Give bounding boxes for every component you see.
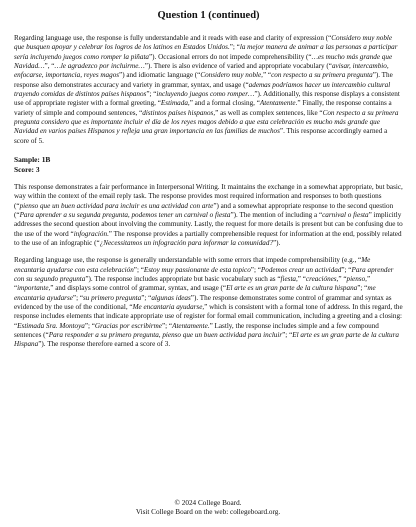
commentary-text: Regarding language use, the response is fully understandable and it reads with ease and clarity of expression (“ xyxy=(14,34,332,42)
sample-label: Sample: 1B xyxy=(14,155,51,165)
commentary-text: ”). xyxy=(273,239,281,247)
commentary-text: .” The response provides a partially comprehensible request for information at the end, possibly related to the use of an infographic (“ xyxy=(14,229,402,247)
commentary-text: .” Finally, the response contains a variety of simple and compound sentences, “ xyxy=(14,99,392,117)
quoted-spanish-text: importante, xyxy=(17,284,51,293)
footer-copyright: © 2024 College Board. xyxy=(174,499,242,507)
quoted-spanish-text: algunas ideas xyxy=(151,293,191,302)
sample-1b-task-paragraph xyxy=(14,183,403,248)
commentary-text: ”; “ xyxy=(282,331,293,340)
commentary-text: ”). There is also evidence of varied and appropriate vocabulary (“ xyxy=(144,62,332,71)
commentary-text: ”). The response also demonstrates accuracy and variety in grammar, syntax, and usage (“ xyxy=(14,71,393,89)
quoted-spanish-text: avisar, intercambio, enfocarse, importancia, reyes magos xyxy=(14,62,389,80)
quoted-spanish-text: Gracias por escribirme xyxy=(94,321,162,330)
quoted-spanish-text: Estimada xyxy=(160,99,188,108)
commentary-text: ” “ xyxy=(262,71,272,80)
commentary-text: ” which is consistent with a formal tone of address. In this regard, the response includes elements that indicate appropriate use of register for formal email communication, including a greeting and a closing: “ xyxy=(14,303,403,330)
commentary-text: ” implicitly addresses the second question about involving the community. Lastly, the request for more details is present but can be confusing due to the use of the word “ xyxy=(14,210,403,238)
footer-website: Visit College Board on the web: collegeboard.org. xyxy=(135,508,281,517)
sample-1a-language-paragraph xyxy=(14,34,403,146)
quoted-spanish-text: Para responder a su primero pregunta, pienso que un buen actividad para incluir xyxy=(48,331,283,340)
commentary-text: ”; “ xyxy=(72,293,84,302)
commentary-text: ”. This response accordingly earned a score of 5. xyxy=(14,127,388,145)
quoted-spanish-text: ¿Necessitamos un infogración para informar la comunidad? xyxy=(99,239,274,247)
quoted-spanish-text: ademas podríamos hacer un intercambio cultural trayendo comidas de distintos países hispanos xyxy=(14,80,391,99)
commentary-text: ”) and idiomatic language (“ xyxy=(119,71,201,80)
quoted-spanish-text: …es mucho más grande que Navidad… xyxy=(14,52,393,71)
quoted-spanish-text: Estoy muy passionante de esta topico xyxy=(143,265,251,274)
quoted-spanish-text: su primero pregunta xyxy=(83,293,142,302)
quoted-spanish-text: fiesta, xyxy=(280,275,298,284)
sample-score: Score: 3 xyxy=(14,164,40,174)
quoted-spanish-text: Considero muy noble que busquen apoyar y celebrar los logros de los latinos en Estados Unidos. xyxy=(14,34,393,52)
quoted-spanish-text: carnival o fiesta xyxy=(322,210,369,219)
quoted-spanish-text: Atentamente xyxy=(259,99,296,108)
commentary-text: This response demonstrates a fair performance in Interpersonal Writing. It maintains the exchange in a somewhat appropriate, but basic, way within the context of the email reply task. The response provides most required information and responses to both questions (“ xyxy=(14,182,403,210)
quoted-spanish-text: Para aprender a su segunda pregunta, podemos tener un carnival o fiesta xyxy=(19,210,231,219)
commentary-text: ” and displays some control of grammar, syntax, and usage (“ xyxy=(50,284,227,293)
sample-1b-language-paragraph xyxy=(14,256,403,349)
commentary-text: ”). Additionally, this response displays a consistent use of appropriate register with a formal greeting, “ xyxy=(14,90,400,108)
commentary-text: ” “ xyxy=(14,275,371,293)
quoted-spanish-text: Podemos crear un actividad xyxy=(260,265,342,274)
quoted-spanish-text: El arte es un gran parte de la cultura Hispana xyxy=(14,331,399,349)
commentary-text: ”; “ xyxy=(229,43,240,52)
commentary-text: ” “ xyxy=(297,275,306,284)
quoted-spanish-text: con respecto a su primera pregunta xyxy=(271,71,373,80)
quoted-spanish-text: Me encantaria ayudarse, xyxy=(132,303,205,312)
commentary-text: ”). The response demonstrates some control of grammar and syntax as evidenced by the use of the conditional, “ xyxy=(14,293,392,312)
quoted-spanish-text: Estimada Sra. Montoya xyxy=(17,321,85,330)
commentary-text: ” as well as complex sentences, like “ xyxy=(215,108,323,117)
footer xyxy=(0,499,416,518)
commentary-text: ”; “ xyxy=(357,284,368,293)
quoted-spanish-text: pienso que un buen actividad para incluir es una actividad con arte xyxy=(19,201,214,210)
commentary-text: Regarding language use, the response is generally understandable with some errors that impede comprehensibility (e.g., “ xyxy=(14,256,362,265)
commentary-text: ”). Occasional errors do not impede comprehensibility (“ xyxy=(149,52,312,61)
commentary-text: ”; “ xyxy=(141,293,152,302)
commentary-text: ”, “ xyxy=(44,62,55,71)
quoted-spanish-text: Considero muy noble, xyxy=(200,71,263,80)
page-title: Question 1 (continued) xyxy=(157,10,260,21)
quoted-spanish-text: Atentamente xyxy=(172,321,208,330)
commentary-text: ”; “ xyxy=(250,265,261,274)
commentary-text: ”). The mention of including a “ xyxy=(230,210,323,219)
quoted-spanish-text: pienso, xyxy=(346,275,367,284)
quoted-spanish-text: la mejor manera de animar a las personas a participar sería incluyendo juegos como romper la piñata xyxy=(14,43,398,61)
quoted-spanish-text: Para aprender con su segundo pregunta xyxy=(14,265,394,284)
commentary-text: ” “ xyxy=(338,275,347,284)
quoted-spanish-text: Con respecto a su primera pregunta considero que es importante incluir el día de los reyes magos debido a que esta celebración es mucho más grande que Navidad en varios países Hispanos y refleja una gran importancia en las familias de muchos xyxy=(14,108,399,136)
quoted-spanish-text: El arte es un gran parte de la cultura hispana xyxy=(226,284,358,293)
quoted-spanish-text: creaciónes, xyxy=(305,275,339,284)
commentary-text: ”; “ xyxy=(133,265,144,274)
quoted-spanish-text: me encantaria ayudarse xyxy=(14,284,376,302)
quoted-spanish-text: …le agradezco por incluirme… xyxy=(54,62,145,71)
commentary-text: ”; “ xyxy=(146,90,157,99)
commentary-text: ”). The response includes appropriate but basic vocabulary such as “ xyxy=(85,275,281,284)
quoted-spanish-text: Me encantaria ayudarse con esta celebración xyxy=(14,256,371,274)
commentary-text: .” Lastly, the response includes simple and a few compound sentences (“ xyxy=(14,321,379,340)
quoted-spanish-text: infogración xyxy=(73,229,108,238)
quoted-spanish-text: distintos países hispanos, xyxy=(142,108,216,117)
commentary-text: ,” and a formal closing, “ xyxy=(187,99,260,108)
quoted-spanish-text: incluyendo juegos como romper… xyxy=(156,90,255,99)
commentary-text: ”; “ xyxy=(161,321,173,330)
commentary-text: ”; “ xyxy=(84,321,95,330)
commentary-text: ”; “ xyxy=(341,265,352,274)
commentary-text: ”). The response therefore earned a score of 3. xyxy=(38,340,171,349)
commentary-text: ”) and a somewhat appropriate response to the second question (“ xyxy=(14,201,394,219)
